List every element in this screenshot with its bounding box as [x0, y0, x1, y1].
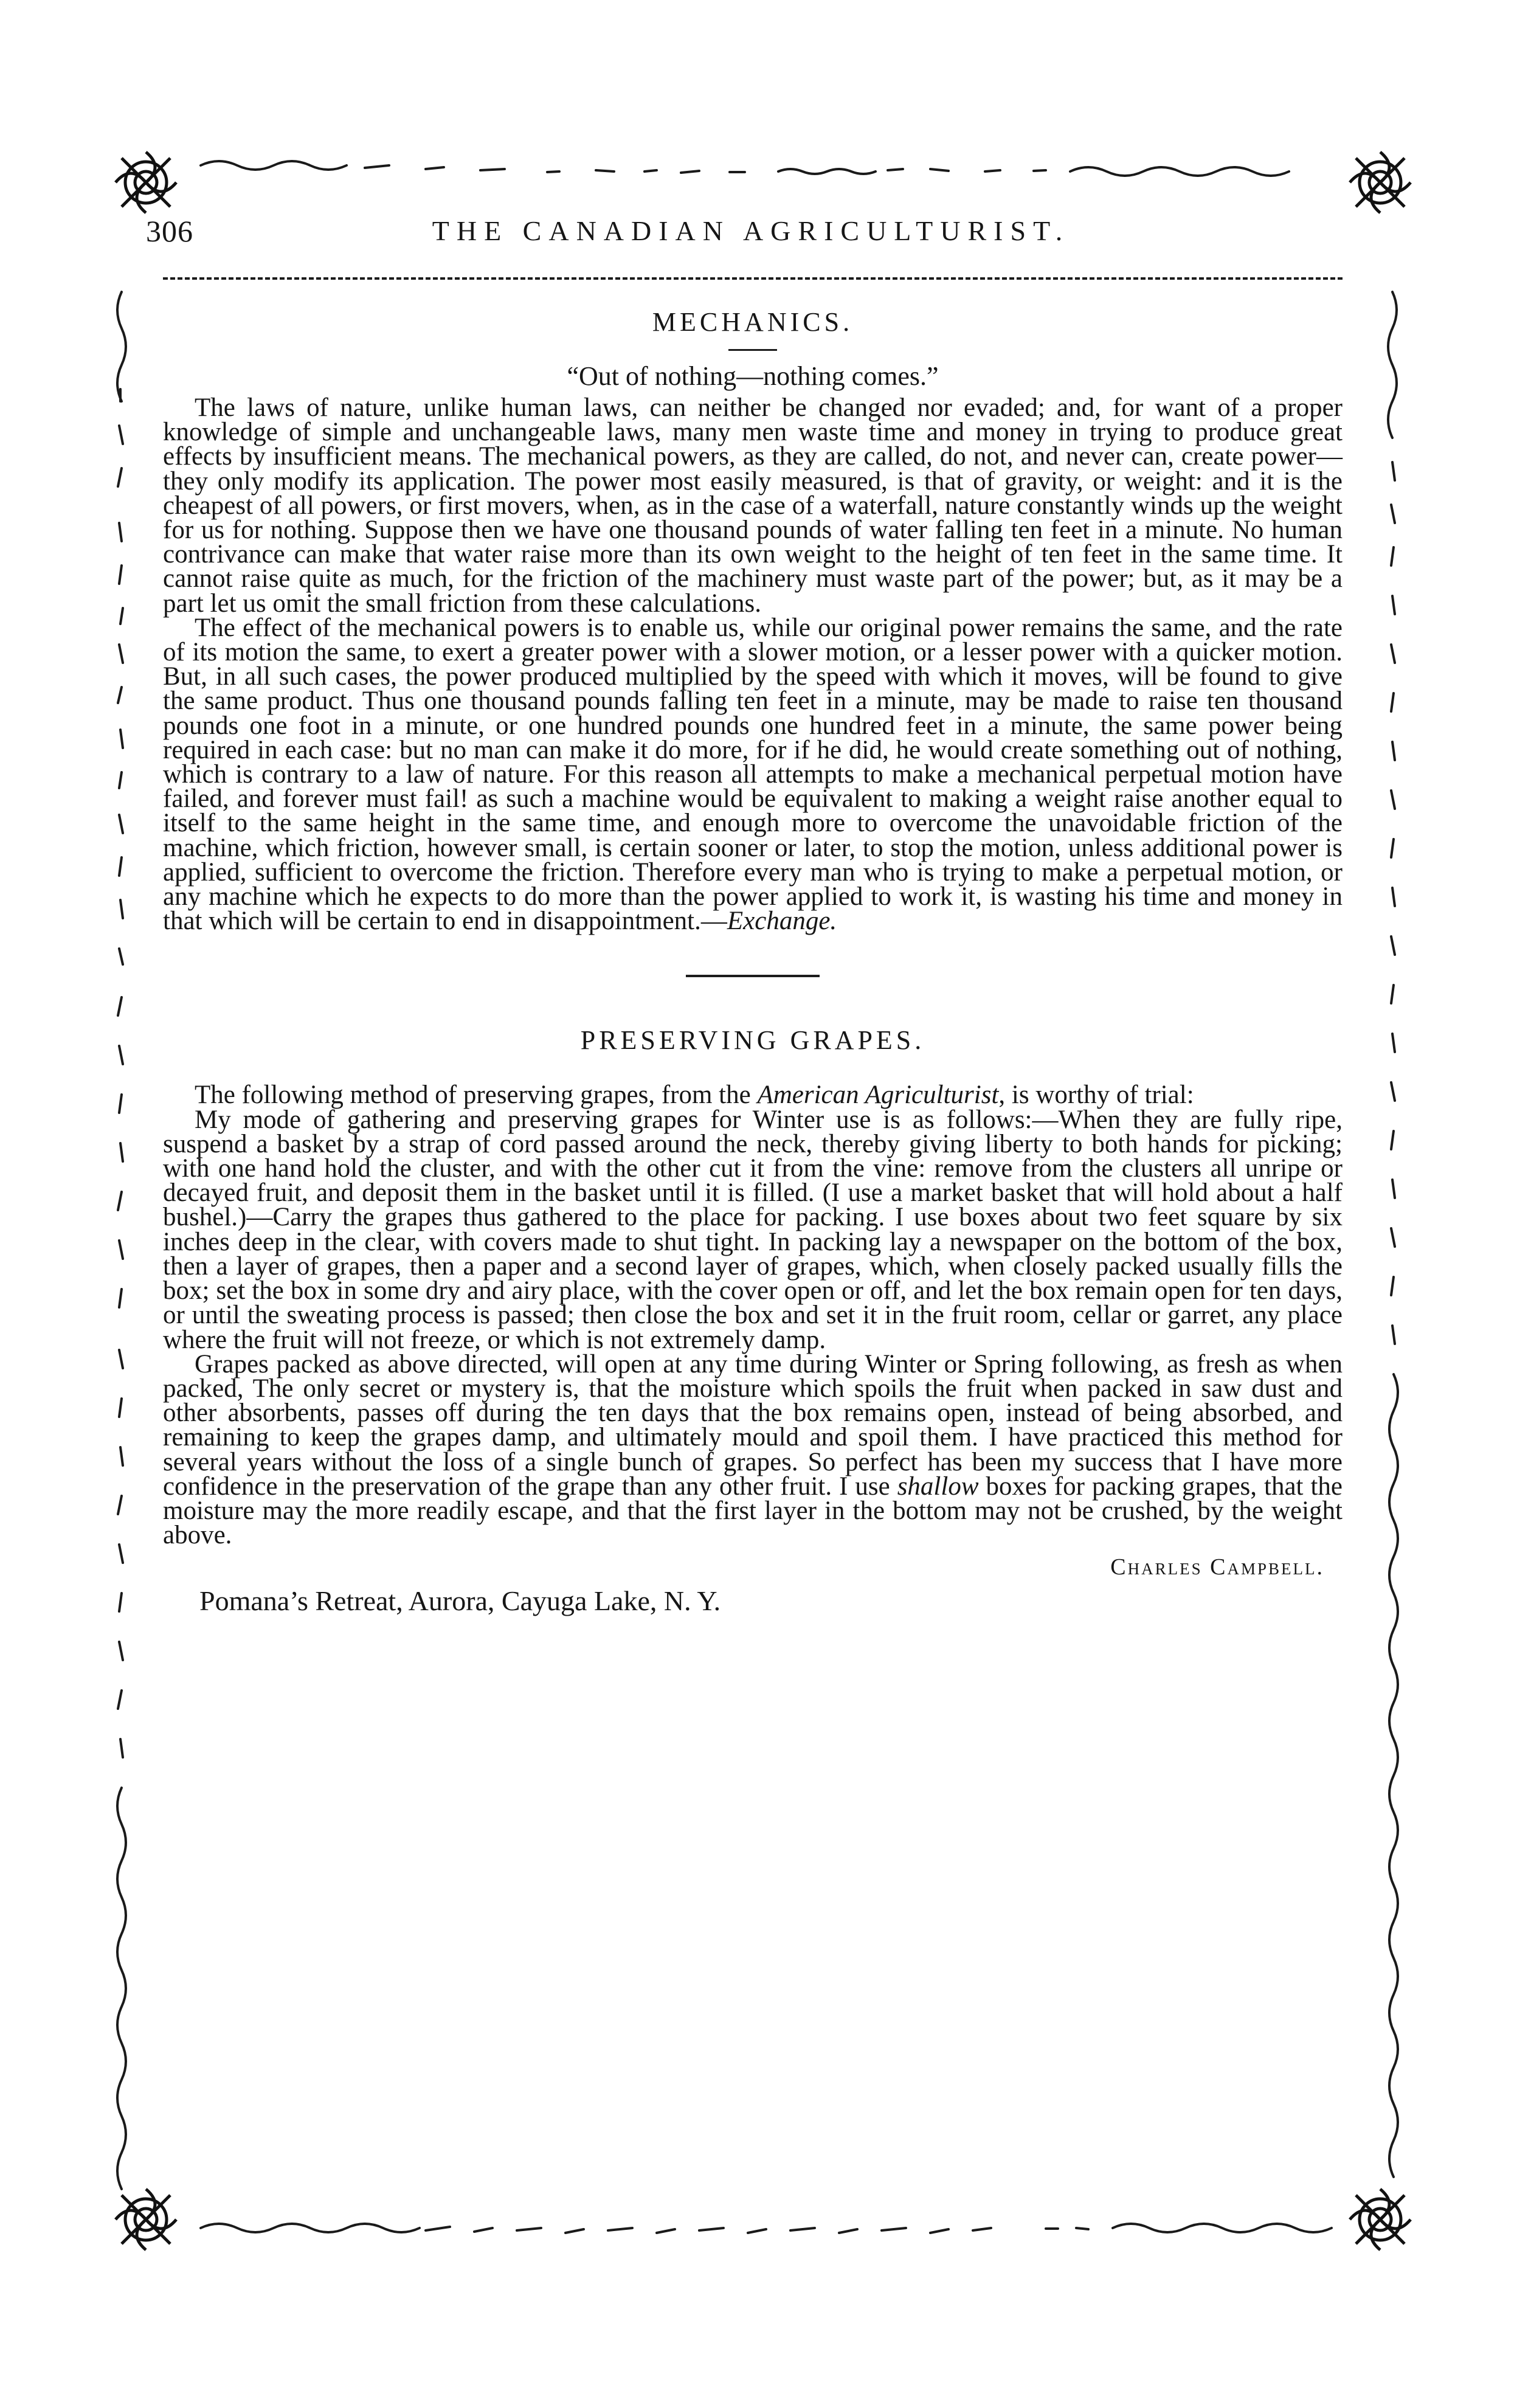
corner-ornament-top-left	[116, 152, 176, 213]
author-signature: Charles Campbell.	[1110, 1554, 1324, 1580]
page-number: 306	[146, 214, 193, 248]
corner-ornament-bottom-right	[1350, 2189, 1411, 2250]
running-header	[146, 207, 1356, 255]
journal-title: THE CANADIAN AGRICULTURIST.	[432, 215, 1070, 246]
emphasis: shallow	[897, 1472, 979, 1501]
paragraph: The laws of nature, unlike human laws, can neither be changed nor evaded; and, for want of a proper knowledge of simple and unchangeable laws, many men waste time and money in trying to produce great effects by insufficient means. The mechanical powers, as they are called, do not, and never can, create power—they only modify its application. The power most easily measured, is that of gravity, or weight: and it is the cheapest of all powers, or first movers, when, as in the case of a waterfall, nature constantly winds up the weight for us for nothing. Suppose then we have one thousand pounds of water falling ten feet in a minute. No human contrivance can make that water raise more than its own weight to the height of ten feet in the same time. It cannot raise quite as much, for the friction of the machinery must waste part of the power; but, as it may be a part let us omit the small friction from these calculations.	[163, 393, 1343, 618]
paragraph	[163, 613, 1343, 936]
paragraph-text: The effect of the mechanical powers is to enable us, while our original power remains the same, and the rate of its motion the same, to exert a greater power with a slower motion, or a lesser power with a quicker motion. But, in all such cases, the power produced multiplied by the speed with which it moves, will be found to give the same product. Thus one thousand pounds falling ten feet in a minute, may be made to raise ten thousand pounds one foot in a minute, or one hundred pounds one hundred feet in a minute, the same power being required in each case: but no man can make it do more, for if he did, he would create something out of nothing, which is contrary to a law of nature. For this reason all attempts to make a mechanical perpetual motion have failed, and forever must fail! as such a machine would be equivalent to making a weight raise another equal to itself to the same height in the same time, and enough more to overcome the unavoidable friction of the machine, which friction, however small, is certain sooner or later, to stop the motion, unless additional power is applied, sufficient to overcome the friction. Therefore every man who is trying to make a perpetual motion, or any machine which he expects to do more than the power applied to work it, is wasting his time and money in that which will be certain to end in disappointment.—	[163, 613, 1343, 936]
text-column	[163, 298, 1343, 1618]
article-mechanics	[163, 304, 1343, 936]
article-title: PRESERVING GRAPES.	[580, 1025, 925, 1056]
dateline: Pomana’s Retreat, Aurora, Cayuga Lake, N. Y.	[199, 1585, 721, 1617]
paragraph	[163, 1349, 1343, 1550]
title-rule	[728, 349, 777, 351]
paragraph-text-end: boxes for packing grapes, that the moisture may the more readily escape, and that the first layer in the bottom may not be crushed, by the weight above.	[163, 1472, 1343, 1550]
source-credit: Exchange.	[727, 907, 837, 936]
intro-paragraph	[163, 1081, 1343, 1110]
paragraph-text: Grapes packed as above directed, will open at any time during Winter or Spring following, as fresh as when packed, The only secret or mystery is, that the moisture which spoils the fruit when packed in saw dust and other absorbents, passes off during the ten days that the box remains open, instead of being absorbed, and remaining to keep the grapes damp, and ultimately mould and spoil them. I have practiced this method for several years without the loss of a single bunch of grapes. So perfect has been my success that I have more confidence in the preservation of the grape than any other fruit. I use	[163, 1349, 1343, 1501]
article-title: MECHANICS.	[652, 307, 854, 337]
paragraph: My mode of gathering and preserving grapes for Winter use is as follows:—When they are fully ripe, suspend a basket by a strap of cord passed around the neck, thereby giving liberty to both hands for picking; with one hand hold the cluster, and with the other cut it from the vine: remove from the clusters all unripe or decayed fruit, and deposit them in the basket until it is filled. (I use a market basket that will hold about a half bushel.)—Carry the grapes thus gathered to the place for packing. I use boxes about two feet square by six inches deep in the clear, with covers made to shut tight. In packing lay a newspaper on the bottom of the box, then a layer of grapes, then a paper and a second layer of grapes, which, when closely packed usually fills the box; set the box in some dry and airy place, with the cover open or off, and let the box remain open for ten days, or until the sweating process is passed; then close the box and set it in the fruit room, cellar or garret, any place where the fruit will not freeze, or which is not extremely damp.	[163, 1105, 1343, 1354]
corner-ornament-top-right	[1350, 152, 1411, 213]
article-preserving-grapes	[163, 1022, 1343, 1618]
header-rule	[163, 277, 1343, 280]
section-divider	[686, 975, 820, 977]
motto: “Out of nothing—nothing comes.”	[567, 361, 939, 391]
intro-text: The following method of preserving grapes, from the	[195, 1081, 758, 1110]
intro-text-end: , is worthy of trial:	[998, 1081, 1194, 1110]
corner-ornament-bottom-left	[116, 2189, 176, 2250]
source-publication: American Agriculturist	[757, 1081, 999, 1110]
